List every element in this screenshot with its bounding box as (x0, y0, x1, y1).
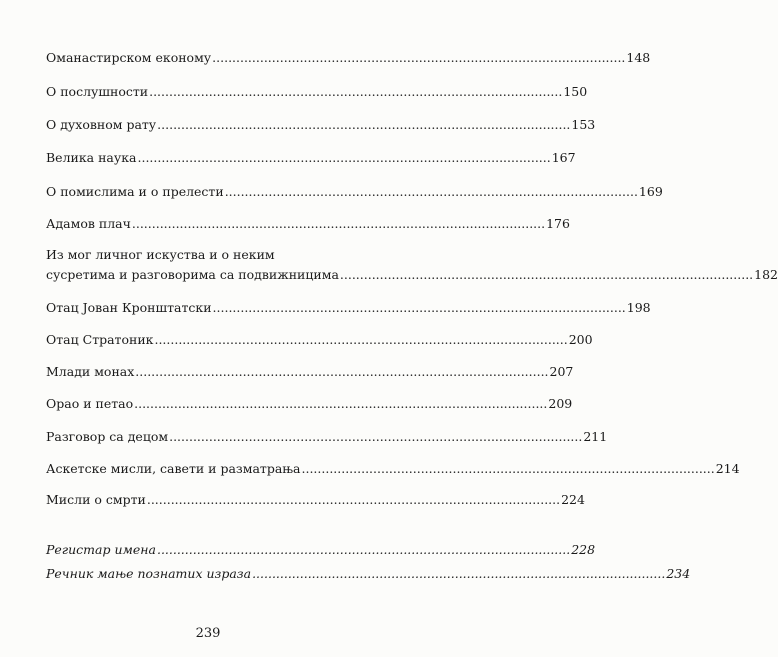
toc-leader-dots: ........................................................................................................ (157, 117, 571, 132)
toc-entry-title: Орао и петао (46, 396, 134, 411)
toc-entry (46, 150, 576, 166)
toc-leader-dots: ........................................................................................................ (169, 429, 583, 444)
toc-entry (46, 117, 596, 133)
toc-entry-title: Отац Јован Кронштатски (46, 300, 212, 315)
toc-entry (46, 84, 588, 100)
toc-entry-page: 209 (548, 396, 573, 411)
toc-leader-dots: ........................................................................................................ (301, 461, 715, 476)
toc-leader-dots: ........................................................................................................ (212, 50, 626, 65)
toc-entry-page: 153 (571, 117, 596, 132)
toc-entry-page: 224 (561, 492, 585, 507)
toc-entry-title: Адамов плач (46, 216, 131, 231)
toc-leader-dots: ........................................................................................................ (135, 364, 549, 379)
toc-entry-page: 182 (754, 267, 778, 282)
toc-entry-page: 211 (583, 429, 608, 444)
toc-entry-title: Велика наука (46, 150, 137, 165)
toc-entry (46, 461, 740, 477)
toc-entry-page: 176 (546, 216, 570, 231)
toc-entry (46, 216, 570, 232)
toc-leader-dots: ........................................................................................................ (252, 566, 666, 581)
toc-leader-dots: ........................................................................................................ (131, 216, 546, 231)
toc-entry-title: Отац Стратоник (46, 332, 154, 347)
toc-entry (46, 364, 574, 380)
toc-entry-title: Разговор са децом (46, 429, 169, 444)
page-number: 239 (195, 626, 221, 641)
toc-entry-page: 148 (626, 50, 651, 65)
toc-entry-title: Мисли о смрти (46, 492, 146, 507)
toc-entry-title-line2: сусретима и разговорима са подвижницима (46, 267, 339, 282)
toc-entry (46, 184, 663, 200)
toc-entry-multiline (46, 247, 778, 283)
toc-leader-dots: ........................................................................................................ (134, 396, 548, 411)
toc-entry (46, 429, 608, 445)
toc-leader-dots: ........................................................................................................ (149, 84, 563, 99)
toc-entry-title: О духовном рату (46, 117, 157, 132)
toc-entry-title: Оманастирском економу (46, 50, 212, 65)
toc-entry-title: Млади монах (46, 364, 135, 379)
toc-entry-second-line (46, 267, 778, 283)
toc-entry (46, 492, 585, 508)
toc-entry-page: 234 (666, 566, 691, 581)
toc-leader-dots: ........................................................................................................ (154, 332, 568, 347)
toc-entry-title: О помислима и о прелести (46, 184, 224, 199)
toc-entry-title: Аскетске мисли, савети и разматрања (46, 461, 301, 476)
toc-appendix-entry (46, 542, 596, 558)
toc-entry-title: Речник мање познатих израза (46, 566, 252, 581)
toc-entry-page: 169 (638, 184, 663, 199)
toc-entry-title-line1: Из мог личног искуства и о неким (46, 247, 275, 262)
toc-leader-dots: ........................................................................................................ (224, 184, 638, 199)
toc-leader-dots: ........................................................................................................ (156, 542, 571, 557)
toc-appendix-entry (46, 566, 691, 582)
toc-entry-title: Регистар имена (46, 542, 156, 557)
toc-leader-dots: ........................................................................................................ (137, 150, 551, 165)
toc-entry-page: 200 (568, 332, 593, 347)
toc-leader-dots: ........................................................................................................ (146, 492, 561, 507)
toc-leader-dots: ........................................................................................................ (339, 267, 754, 282)
toc-entry (46, 396, 573, 412)
toc-entry-page: 214 (715, 461, 740, 476)
toc-entry (46, 332, 593, 348)
toc-entry (46, 300, 651, 316)
toc-entry-page: 167 (551, 150, 576, 165)
toc-entry-page: 198 (626, 300, 651, 315)
toc-entry-page: 207 (549, 364, 574, 379)
toc-leader-dots: ........................................................................................................ (212, 300, 626, 315)
toc-entry (46, 50, 651, 66)
toc-entry-page: 228 (571, 542, 596, 557)
toc-entry-title: О послушности (46, 84, 149, 99)
toc-entry-page: 150 (563, 84, 588, 99)
